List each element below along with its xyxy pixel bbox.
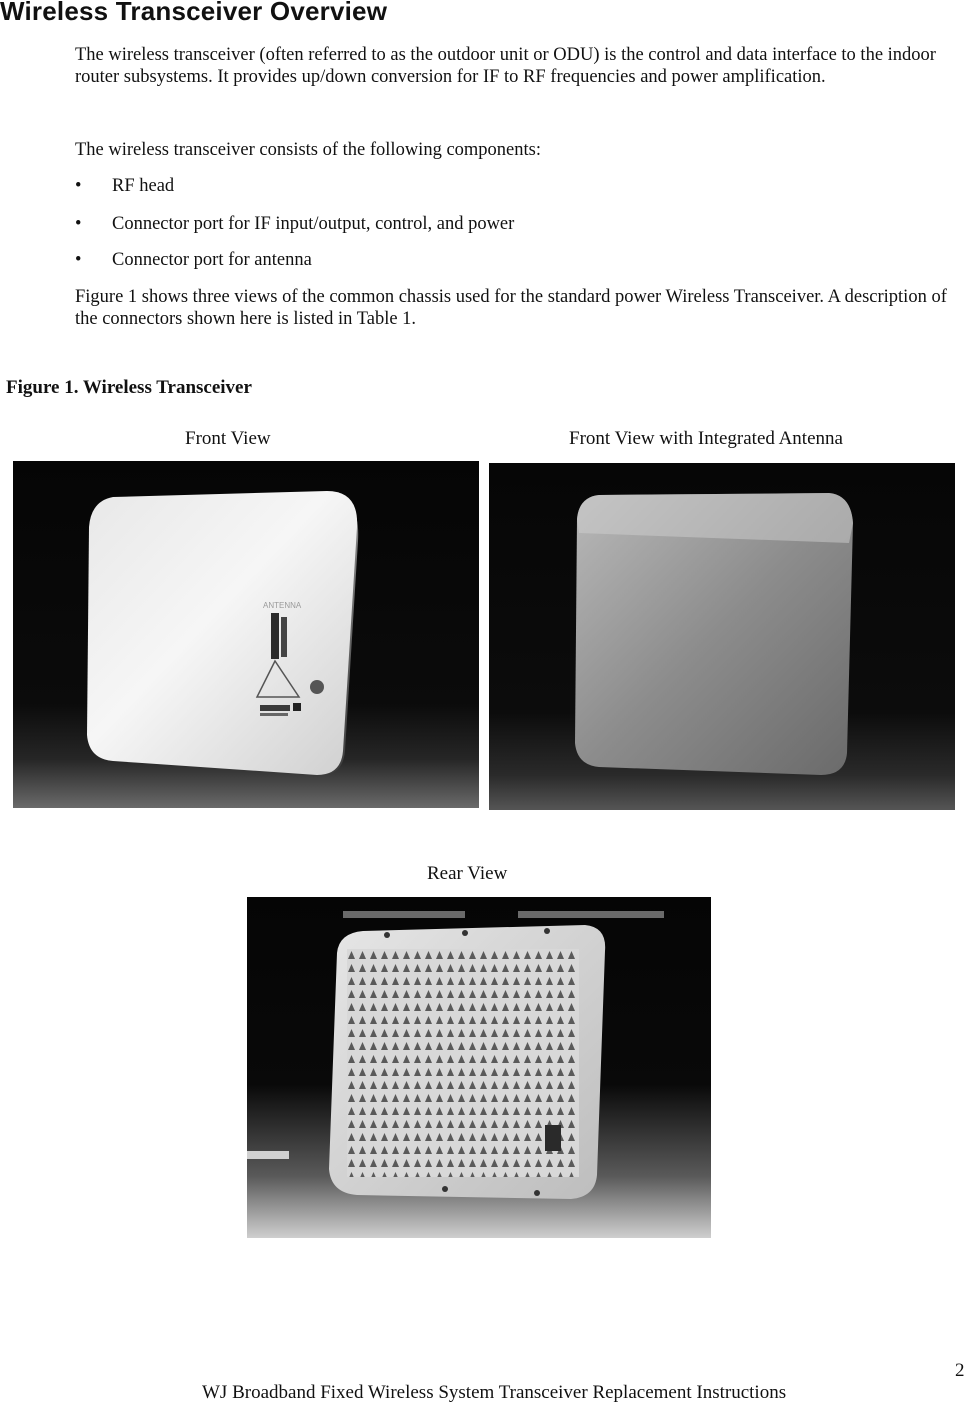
status-led: [310, 680, 324, 694]
intro-paragraph: The wireless transceiver (often referred to as the outdoor unit or ODU) is the control and data interface to the indoor router subsystems. It provides up/down conversion for IF to RF frequencies and power amplification.: [75, 45, 936, 87]
front-view-photo: [13, 461, 479, 808]
footer-document-title: WJ Broadband Fixed Wireless System Transceiver Replacement Instructions: [202, 1382, 787, 1403]
front-view-illustration: [13, 461, 479, 808]
figure-reference-paragraph: Figure 1 shows three views of the common chassis used for the standard power Wireless Transceiver. A description of the connectors shown here is listed in Table 1.: [75, 287, 947, 329]
front-view-label: Front View: [185, 428, 271, 449]
label-plate: [260, 705, 290, 711]
bullet-icon: •: [75, 176, 82, 196]
rear-connector: [545, 1125, 561, 1151]
page-title: Wireless Transceiver Overview: [0, 0, 388, 26]
list-item-text: RF head: [112, 176, 175, 196]
connector: [271, 613, 279, 659]
front-antenna-illustration: [489, 463, 955, 810]
figure-caption: Figure 1. Wireless Transceiver: [6, 377, 252, 398]
front-antenna-view-label: Front View with Integrated Antenna: [569, 428, 843, 449]
rear-view-illustration: [247, 897, 711, 1238]
rear-view-label: Rear View: [427, 863, 508, 884]
list-item-text: Connector port for antenna: [112, 250, 312, 270]
page-number: 2: [955, 1360, 965, 1381]
components-intro: The wireless transceiver consists of the following components:: [75, 140, 541, 160]
front-antenna-view-photo: [489, 463, 955, 810]
bullet-icon: •: [75, 214, 82, 234]
list-item-text: Connector port for IF input/output, control, and power: [112, 214, 515, 234]
antenna-port-label: ANTENNA: [263, 601, 302, 610]
heatsink-fins: [347, 949, 579, 1177]
bullet-icon: •: [75, 250, 82, 270]
rear-view-photo: [247, 897, 711, 1238]
